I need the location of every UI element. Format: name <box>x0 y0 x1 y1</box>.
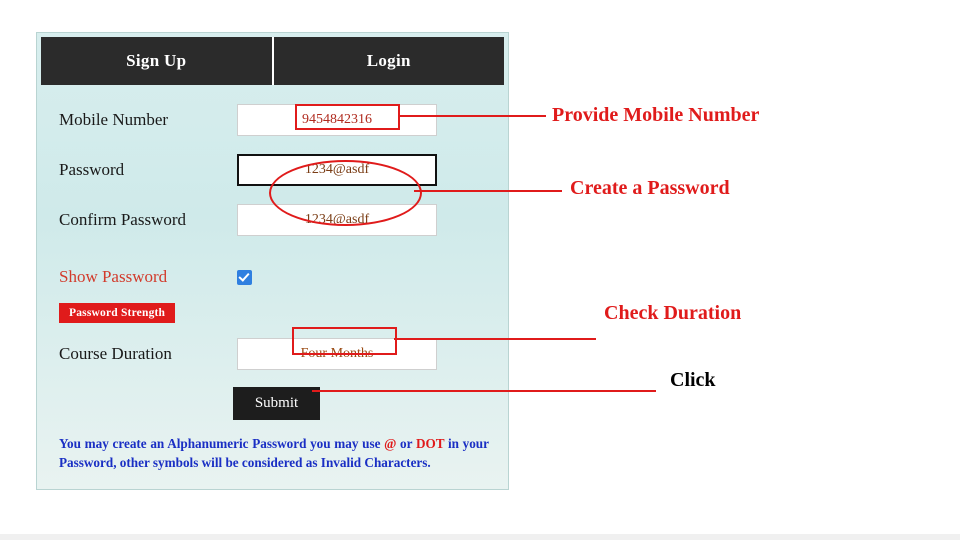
annotation-text-course-duration: Check Duration <box>604 302 742 324</box>
password-label: Password <box>59 160 125 179</box>
tab-login-label: Login <box>366 51 411 70</box>
annotation-line-submit <box>312 390 656 392</box>
tab-sign-up-label: Sign Up <box>126 51 187 70</box>
field-row-mobile-number <box>59 103 508 137</box>
course-duration-label: Course Duration <box>59 344 172 363</box>
annotation-ellipse-password <box>269 160 422 226</box>
course-duration-value: Four Months <box>300 346 374 361</box>
mobile-number-label: Mobile Number <box>59 110 169 129</box>
submit-button[interactable]: Submit <box>233 387 320 420</box>
annotation-line-mobile-number <box>398 115 546 117</box>
show-password-label: Show Password <box>59 267 168 286</box>
annotation-line-course-duration <box>394 338 596 340</box>
annotation-text-mobile-number: Provide Mobile Number <box>552 104 760 126</box>
annotation-text-submit: Click <box>670 369 716 391</box>
annotation-rect-course-duration <box>292 327 397 355</box>
password-value: 1234@asdf <box>304 162 370 177</box>
show-password-checkbox[interactable] <box>237 270 252 285</box>
tab-sign-up[interactable] <box>41 37 272 85</box>
password-strength-badge: Password Strength <box>59 303 175 323</box>
tab-login[interactable] <box>272 37 505 85</box>
field-row-course-duration <box>59 337 508 371</box>
confirm-password-label: Confirm Password <box>59 210 187 229</box>
annotation-rect-mobile-number <box>295 104 400 130</box>
password-rules-note: You may create an Alphanumeric Password you may use @ or DOT in your Password, other symbols will be considered as Invalid Characters. <box>59 436 489 471</box>
confirm-password-value: 1234@asdf <box>304 212 370 227</box>
show-password-row <box>59 265 508 289</box>
bottom-strip <box>0 534 960 540</box>
form-fields <box>37 85 508 472</box>
annotation-text-password: Create a Password <box>570 177 730 199</box>
signup-form-card <box>36 32 509 490</box>
mobile-number-value: 9454842316 <box>302 112 372 127</box>
annotation-line-password <box>414 190 562 192</box>
tab-bar <box>41 37 504 85</box>
